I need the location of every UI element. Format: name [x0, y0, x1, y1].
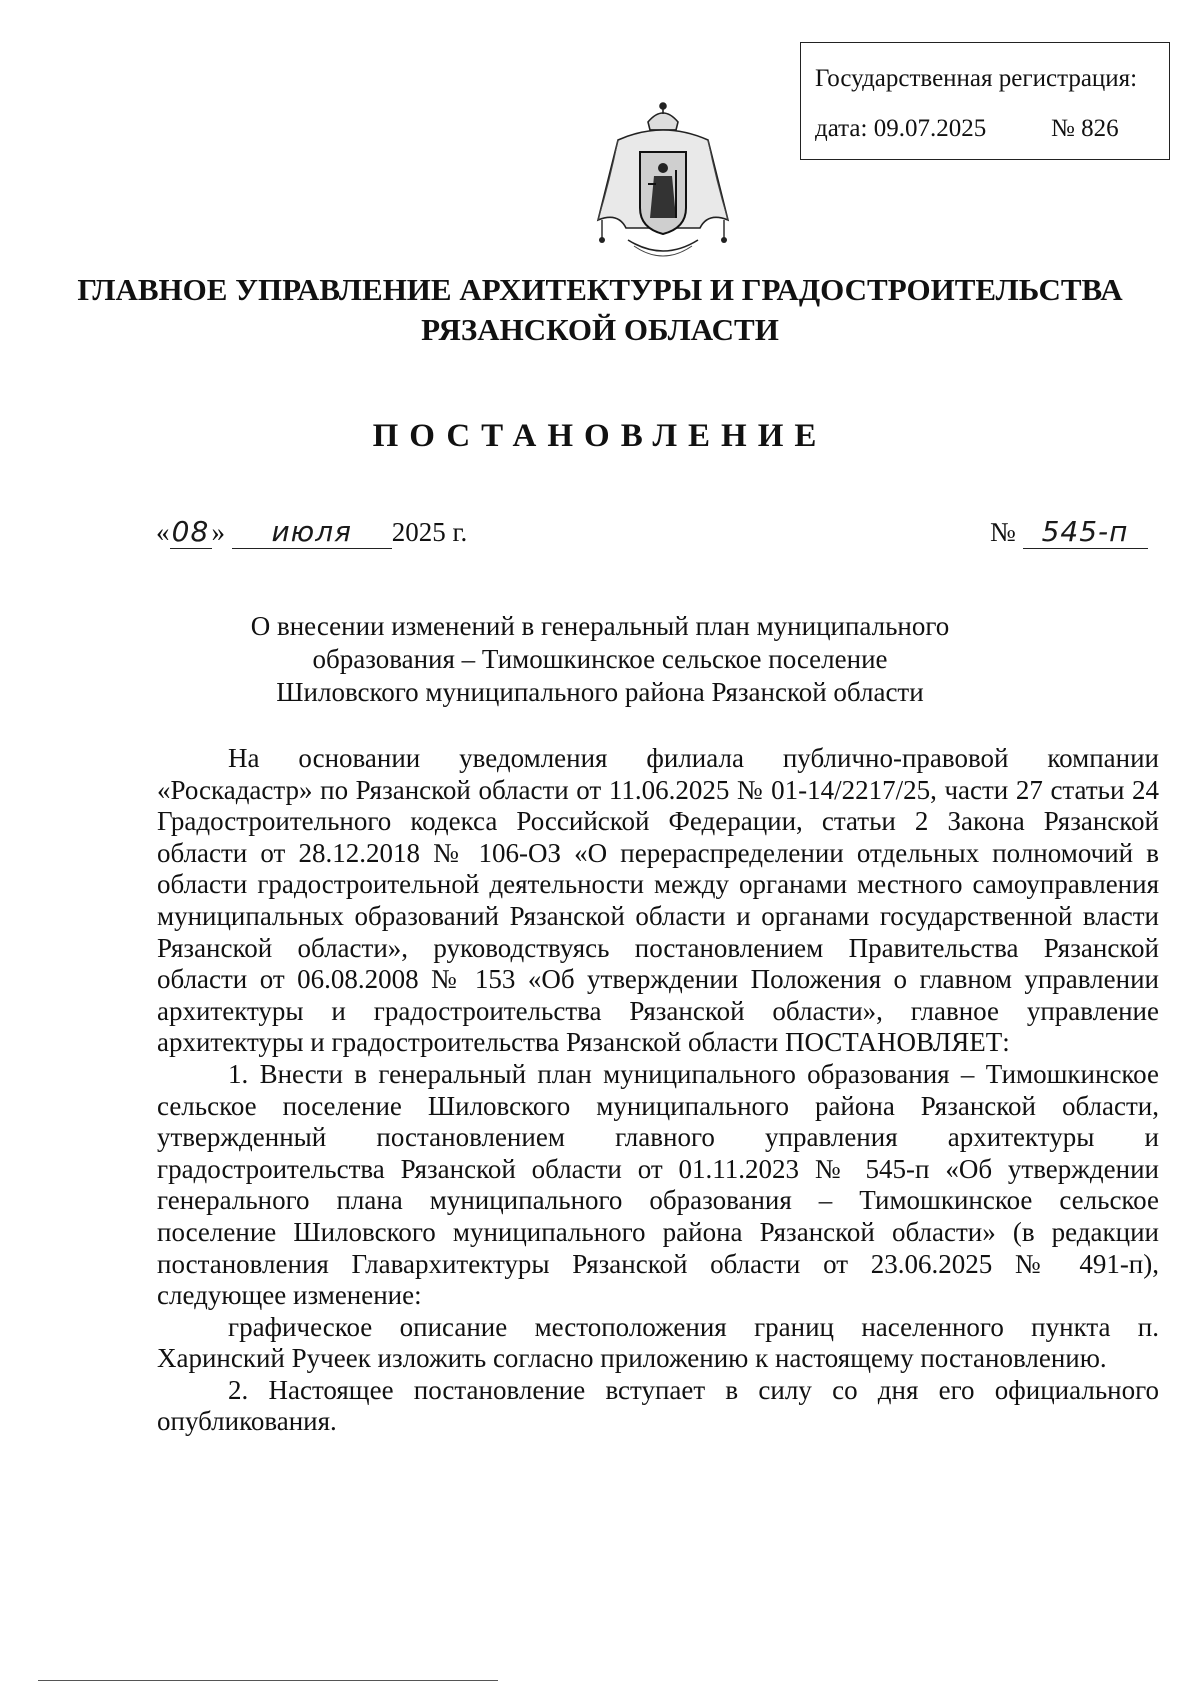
item-2-paragraph: 2. Настоящее постановление вступает в силу со дня его официального опубликования.	[157, 1374, 1159, 1437]
preamble-paragraph: На основании уведомления филиала публично-правовой компании «Роскадастр» по Рязанской области от 11.06.2025 № 01-14/2217/25, части 27 статьи 24 Градостроительного кодекса Российской Федерации, статьи 2 Закона Рязанской области от 28.12.2018 № 106-ОЗ «О перераспределении отдельных полномочий в области градостроительной деятельности между органами местного самоуправления муниципальных образований Рязанской области и органами государственной власти Рязанской области», руководствуясь постановлением Правительства Рязанской области от 06.08.2008 № 153 «Об утверждении Положения о главном управлении архитектуры и градостроительства Рязанской области», главное управление архитектуры и градостроительства Рязанской области ПОСТАНОВЛЯЕТ:	[157, 743, 1159, 1058]
item-1-change-paragraph: графическое описание местоположения границ населенного пункта п. Харинский Ручеек изложить согласно приложению к настоящему постановлению.	[157, 1311, 1159, 1374]
date-open-quote: «	[156, 517, 170, 547]
agency-name-line-2: РЯЗАНСКОЙ ОБЛАСТИ	[421, 312, 779, 347]
handwritten-number: 545-п	[1023, 515, 1148, 549]
agency-name-line-1: ГЛАВНОЕ УПРАВЛЕНИЕ АРХИТЕКТУРЫ И ГРАДОСТРОИТЕЛЬСТВА	[77, 272, 1123, 307]
footer-divider	[38, 1680, 498, 1681]
subject-line-3: Шиловского муниципального района Рязанской области	[276, 677, 924, 707]
subject-line-2: образования – Тимошкинское сельское поселение	[312, 644, 888, 674]
date-close-quote: »	[211, 517, 225, 547]
subject-line-1: О внесении изменений в генеральный план муниципального	[250, 611, 950, 641]
document-number	[990, 515, 1148, 549]
registration-stamp	[800, 42, 1170, 160]
registration-title: Государственная регистрация:	[815, 65, 1138, 92]
document-body	[157, 743, 1159, 1438]
handwritten-month: июля	[232, 515, 392, 549]
document-subject	[0, 610, 1200, 709]
number-prefix: №	[990, 517, 1016, 547]
document-date	[156, 515, 467, 549]
date-year: 2025 г.	[391, 517, 468, 547]
agency-name	[0, 270, 1200, 350]
registration-date: дата: 09.07.2025	[815, 115, 987, 142]
registration-number: № 826	[1051, 115, 1119, 142]
ryazan-coat-of-arms-icon	[588, 100, 738, 270]
handwritten-day: 08	[170, 515, 212, 549]
document-type: ПОСТАНОВЛЕНИЕ	[372, 418, 828, 454]
item-1-paragraph: 1. Внести в генеральный план муниципального образования – Тимошкинское сельское поселение Шиловского муниципального района Рязанской области, утвержденный постановлением главного управления архитектуры и градостроительства Рязанской области от 01.11.2023 № 545-п «Об утверждении генерального плана муниципального образования – Тимошкинское сельское поселение Шиловского муниципального района Рязанской области» (в редакции постановления Главархитектуры Рязанской области от 23.06.2025 № 491-п), следующее изменение:	[157, 1058, 1159, 1311]
